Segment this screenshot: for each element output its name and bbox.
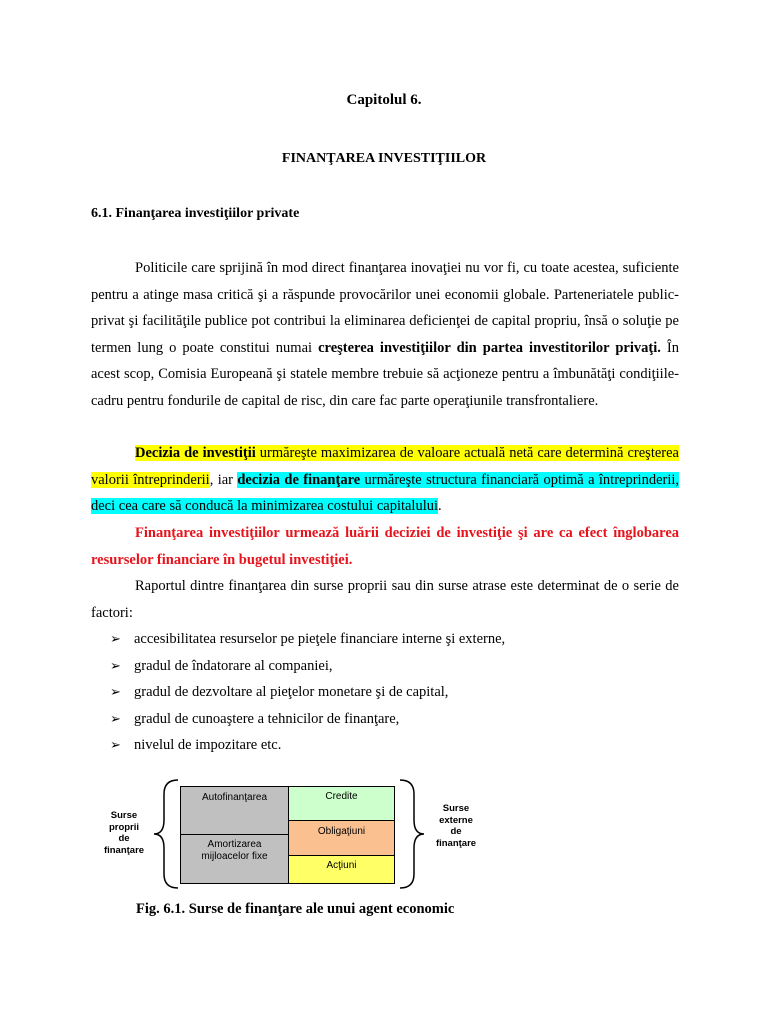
p2-financing-decision: decizia de finanţare xyxy=(237,471,361,488)
cell-credite: Credite xyxy=(288,786,395,821)
left-brace xyxy=(154,780,178,888)
cell-autofinantarea: Autofinanţarea xyxy=(180,786,289,835)
factors-list xyxy=(110,626,505,759)
p2-investment-decision: Decizia de investiţii xyxy=(135,445,256,461)
list-item: ➢ gradul de dezvoltare al pieţelor monetare şi de capital, xyxy=(110,679,505,706)
cell-actiuni: Acţiuni xyxy=(288,855,395,884)
p2-investment-text: urmăreşte maximizarea de valoare actuală netă care determină creşterea valorii întreprinderii xyxy=(91,445,679,488)
section-heading: 6.1. Finanţarea investiţiilor private xyxy=(91,206,300,221)
arrow-bullet-icon: ➢ xyxy=(110,657,121,673)
cell-obligatiuni: Obligaţiuni xyxy=(288,820,395,856)
external-sources-label: Surse externe de finanţare xyxy=(435,803,477,849)
list-item: ➢ nivelul de impozitare etc. xyxy=(110,732,505,759)
arrow-bullet-icon: ➢ xyxy=(110,710,121,726)
cell-amortizarea: Amortizarea mijloacelor fixe xyxy=(180,834,289,884)
list-item: ➢ gradul de îndatorare al companiei, xyxy=(110,653,505,680)
arrow-bullet-icon: ➢ xyxy=(110,631,121,646)
arrow-bullet-icon: ➢ xyxy=(110,684,121,699)
list-item: ➢ gradul de cunoaştere a tehnicilor de finanţare, xyxy=(110,706,505,733)
paragraph-1 xyxy=(91,255,679,414)
list-item: ➢ accesibilitatea resurselor pe pieţele financiare interne şi externe, xyxy=(110,626,505,653)
p2-financing-text: urmăreşte structura financiară optimă a întreprinderii, deci cea care să conducă la minimizarea costului capitalului xyxy=(91,471,680,514)
right-brace xyxy=(400,780,424,888)
paragraph-4: Raportul dintre finanţarea din surse proprii sau din surse atrase este determinat de o serie de factori: xyxy=(91,578,679,621)
arrow-bullet-icon: ➢ xyxy=(110,737,121,752)
paragraph-2 xyxy=(91,440,679,520)
p1-text-b: În acest scop, Comisia Europeană şi statele membre trebuie să acţioneze pentru a îmbunătăţi condiţiile-cadru pentru fondurile de capital de risc, din care fac parte operaţiunile transfrontaliere. xyxy=(91,339,680,409)
chapter-heading: Capitolul 6. xyxy=(346,92,422,108)
paragraph-3: Finanţarea investiţiilor urmează luării deciziei de investiţie şi are ca efect înglobarea resurselor financiare în bugetul investiţiei. xyxy=(91,525,679,568)
p1-bold: creşterea investiţiilor din partea investitorilor privaţi. xyxy=(318,339,661,356)
p2-end: . xyxy=(438,498,442,514)
own-sources-label: Surse proprii de finanţare xyxy=(103,810,145,856)
figure-caption: Fig. 6.1. Surse de finanţare ale unui agent economic xyxy=(136,901,455,917)
chapter-title: FINANŢAREA INVESTIŢIILOR xyxy=(281,151,487,166)
p1-text-a: Politicile care sprijină în mod direct finanţarea inovaţiei nu vor fi, cu toate acestea, suficiente pentru a atinge masa critică şi a răspunde provocărilor unei economii globale. Parteneriatele public-privat şi facilităţile publice pot contribui la eliminarea deficienţei de capital propriu, însă o soluţie pe termen lung o poate constitui numai xyxy=(91,260,679,356)
p2-mid: , iar xyxy=(209,471,238,488)
